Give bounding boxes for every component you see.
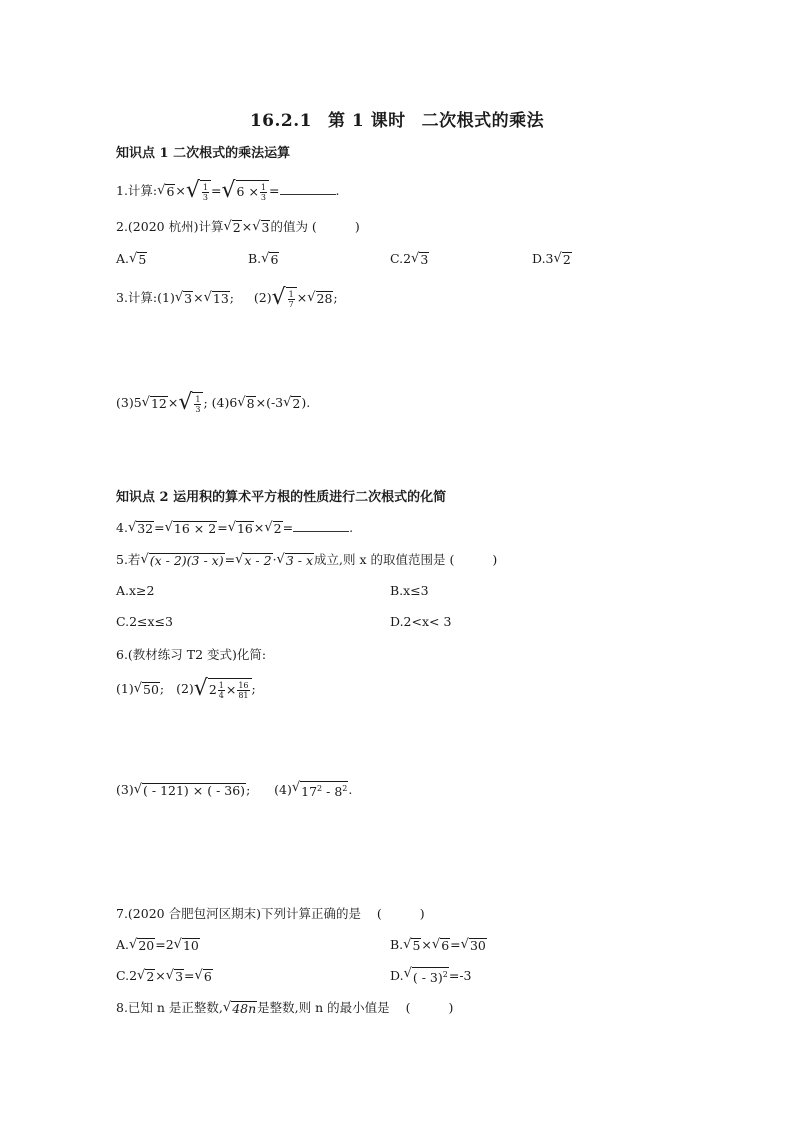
q7-option-d[interactable]: D. √ ( - 3)$^2$ =-3 xyxy=(390,966,472,986)
question-4: 4. √ 32 = √ 16 × 2 = √ 16 × √ 2 = . xyxy=(116,520,354,536)
q7-option-b[interactable]: B. √ 5 × √ 6 = √ 30 xyxy=(390,937,486,953)
section-heading-1: 知识点 1 二次根式的乘法运算 xyxy=(116,146,291,161)
q7-option-c[interactable]: C.2 √ 2 × √ 3 = √ 6 xyxy=(116,968,212,984)
q5-option-b[interactable]: B.x≤3 xyxy=(390,583,429,598)
q7-option-a[interactable]: A. √ 20 =2 √ 10 xyxy=(116,937,199,953)
question-6-part-3-4: (3) √ ( - 121) × ( - 36) ; (4) √ $17^2 - 8^2$ . xyxy=(116,780,353,800)
q5-option-a[interactable]: A.x≥2 xyxy=(116,583,155,598)
q2-option-c[interactable]: C.2 √ 3 xyxy=(390,251,429,267)
question-1: 1.计算: √ 6 × √ $\frac{1}{3}$ = √ 6 × $\frac{1}{3}$ = . xyxy=(116,178,340,203)
q2-option-d[interactable]: D.3 √ 2 xyxy=(532,251,571,267)
q2-option-b[interactable]: B. √ 6 xyxy=(248,251,279,267)
q2-option-a[interactable]: A. √ 5 xyxy=(116,251,147,267)
answer-blank[interactable] xyxy=(293,519,349,532)
question-6: 6.(教材练习 T2 变式)化简: xyxy=(116,647,267,662)
question-8: 8.已知 n 是正整数, √ 48n 是整数,则 n 的最小值是 ( ) xyxy=(116,1000,454,1016)
question-3-part-1-2: 3.计算:(1) √ 3 × √ 13 ; (2) √ $\frac{1}{7}$ × √ 28 ; xyxy=(116,285,338,310)
answer-blank[interactable] xyxy=(280,182,336,195)
question-6-part-1-2: (1) √ 50 ; (2) √ 2 $\frac{1}{4}$ × $\frac{16}{81}$ ; xyxy=(116,676,256,701)
question-2: 2.(2020 杭州)计算 √ 2 × √ 3 的值为 ( ) xyxy=(116,219,360,235)
question-7: 7.(2020 合肥包河区期末)下列计算正确的是 ( ) xyxy=(116,906,425,921)
question-3-part-3-4: (3)5 √ 12 × √ $\frac{1}{3}$ ; (4)6 √ 8 ×(-3 √ 2 ). xyxy=(116,390,311,415)
question-5: 5.若 √ (x - 2)(3 - x) = √ x - 2 · √ 3 - x 成立,则 x 的取值范围是 ( ) xyxy=(116,552,498,568)
q5-option-c[interactable]: C.2≤x≤3 xyxy=(116,614,173,629)
q5-option-d[interactable]: D.2<x< 3 xyxy=(390,614,452,629)
page-title: 16.2.1 第 1 课时 二次根式的乘法 xyxy=(249,111,545,131)
section-heading-2: 知识点 2 运用积的算术平方根的性质进行二次根式的化简 xyxy=(116,490,447,505)
